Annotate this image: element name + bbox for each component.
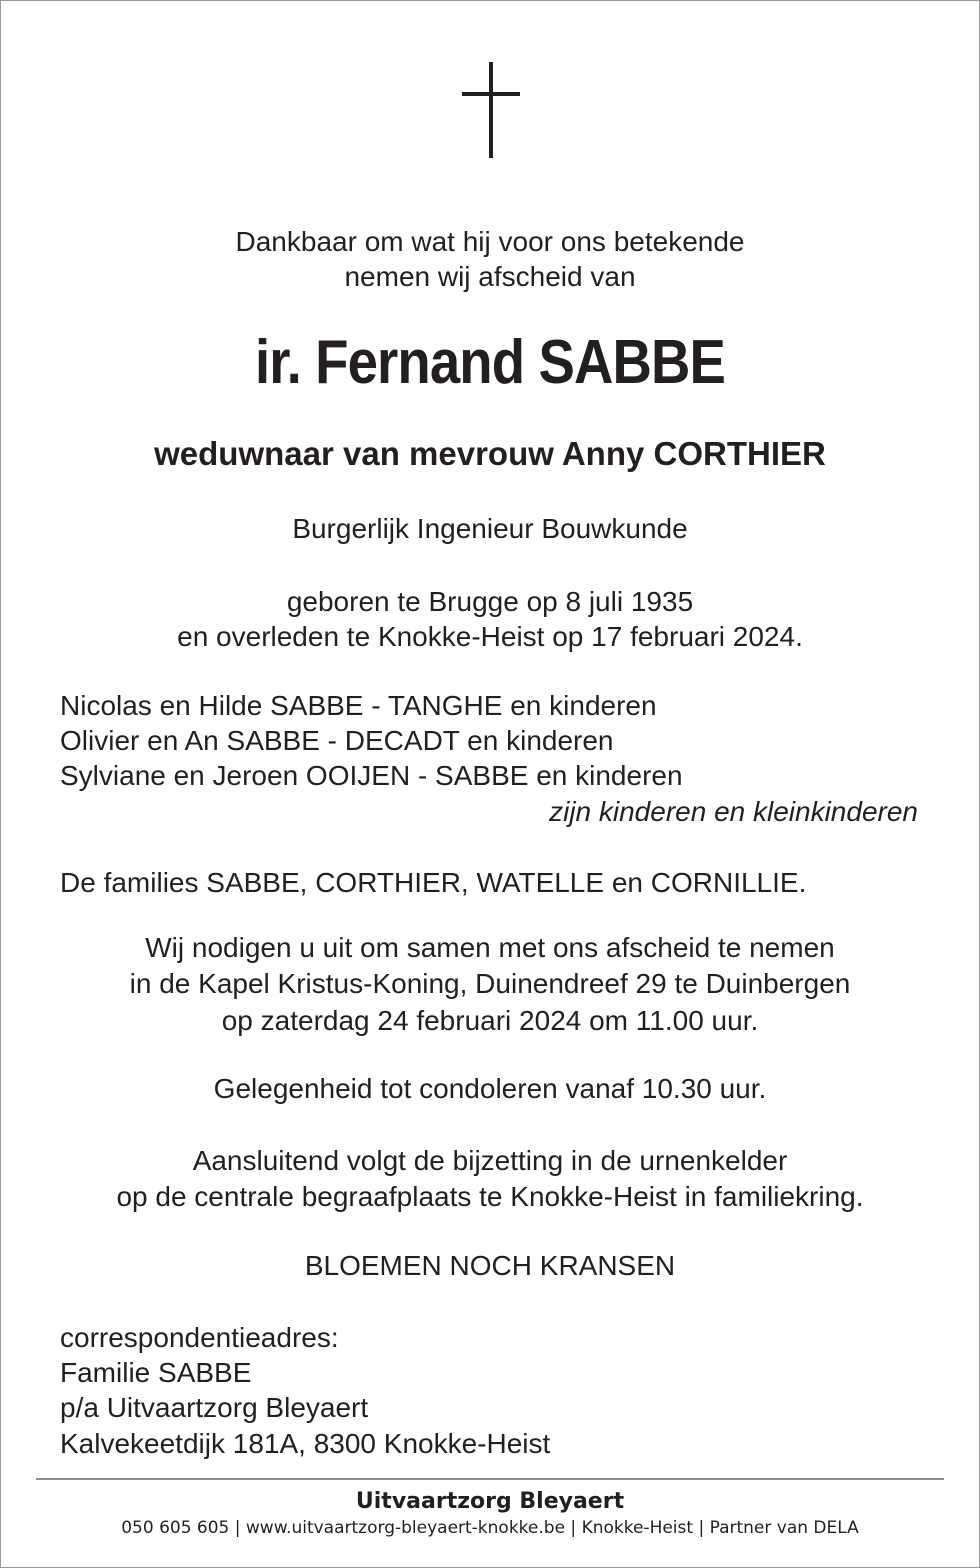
deceased-name: ir. Fernand SABBE [254,328,726,397]
invitation-line: op zaterdag 24 februari 2024 om 11.00 uur. [221,1005,759,1036]
children-caption: zijn kinderen en kleinkinderen [549,796,918,827]
child-line: Olivier en An SABBE - DECADT en kinderen [60,725,614,756]
intro-line-2: nemen wij afscheid van [344,261,636,292]
cross-icon [462,62,520,158]
child-line: Sylviane en Jeroen OOIJEN - SABBE en kinderen [60,760,683,791]
death-line: en overleden te Knokke-Heist op 17 februari 2024. [177,621,803,652]
correspondence-line: Kalvekeetdijk 181A, 8300 Knokke-Heist [60,1428,551,1459]
widower-of: weduwnaar van mevrouw Anny CORTHIER [154,435,826,472]
correspondence-line: Familie SABBE [60,1357,252,1388]
burial-line: Aansluitend volgt de bijzetting in de urnenkelder [192,1145,788,1176]
condolences-line: Gelegenheid tot condoleren vanaf 10.30 uur. [213,1073,767,1104]
families-line: De families SABBE, CORTHIER, WATELLE en CORNILLIE. [60,867,807,898]
footer-company: Uitvaartzorg Bleyaert [355,1489,625,1514]
footer-contact: 050 605 605 | www.uitvaartzorg-bleyaert-knokke.be | Knokke-Heist | Partner van DELA [121,1518,859,1538]
burial-line: op de centrale begraafplaats te Knokke-Heist in familiekring. [116,1181,864,1212]
birth-line: geboren te Brugge op 8 juli 1935 [286,586,694,617]
correspondence-line: p/a Uitvaartzorg Bleyaert [60,1392,369,1423]
invitation-line: in de Kapel Kristus-Koning, Duinendreef 29 te Duinbergen [129,968,851,999]
profession: Burgerlijk Ingenieur Bouwkunde [292,513,688,544]
flowers-line: BLOEMEN NOCH KRANSEN [304,1250,676,1281]
footer-divider [36,1478,944,1480]
intro-line-1: Dankbaar om wat hij voor ons betekende [235,226,745,257]
correspondence-label: correspondentieadres: [60,1322,339,1353]
child-line: Nicolas en Hilde SABBE - TANGHE en kinderen [60,690,657,721]
invitation-line: Wij nodigen u uit om samen met ons afscheid te nemen [145,932,835,963]
